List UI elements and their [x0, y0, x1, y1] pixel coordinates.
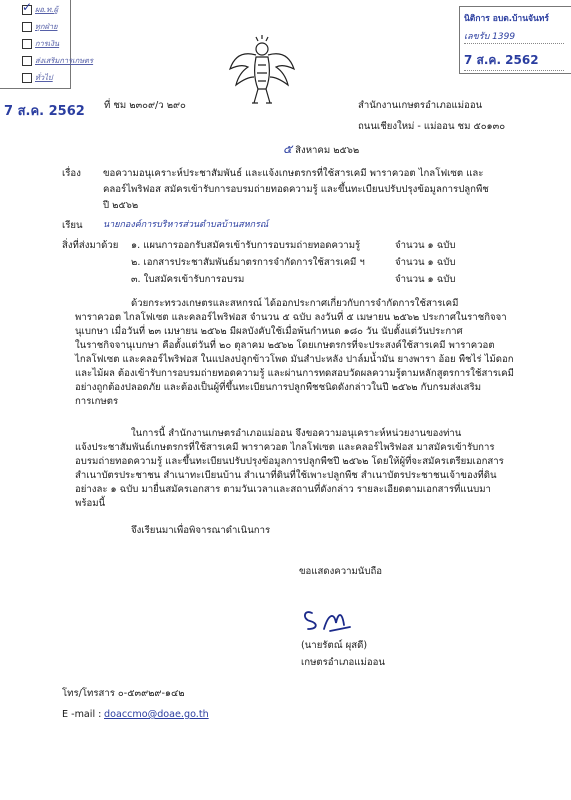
routing-option-label: ทั่วไป — [35, 73, 53, 82]
attachment-item-1: ๑. แผนการออกรับสมัครเข้ารับการอบรมถ่ายทอดความรู้ — [131, 240, 361, 251]
receive-date-stamp: 7 ส.ค. 2562 — [4, 104, 85, 119]
receipt-number: เลขรับ 1399 — [464, 29, 564, 44]
recipient-label: เรียน — [62, 220, 83, 231]
routing-option-4[interactable] — [22, 54, 93, 68]
routing-option-5[interactable] — [22, 71, 53, 85]
date-month-year: สิงหาคม ๒๕๖๒ — [295, 145, 360, 156]
routing-option-label: ทุกฝ่าย — [35, 22, 58, 31]
email-label: E -mail : — [62, 709, 102, 720]
routing-option-label: ส่งเสริมการเกษตร — [35, 56, 94, 65]
subject-line-2: คลอร์ไพริฟอส สมัครเข้ารับการอบรมถ่ายทอดความรู้ และขึ้นทะเบียนปรับปรุงข้อมูลการปลูกพืช — [103, 184, 489, 195]
attachment-qty-1: จำนวน ๑ ฉบับ — [395, 240, 456, 251]
subject-label: เรื่อง — [62, 168, 81, 179]
subject-line-1: ขอความอนุเคราะห์ประชาสัมพันธ์ และแจ้งเกษตรกรที่ใช้สารเคมี พาราควอต ไกลโฟเซต และ — [103, 168, 484, 179]
signatory-position: เกษตรอำเภอแม่ออน — [301, 657, 385, 668]
routing-option-3[interactable] — [22, 37, 59, 51]
signatory-name: (นายรัตณ์ ผุสดี) — [301, 640, 368, 651]
date-day: ๕ — [283, 142, 293, 156]
body-p2-line-2: แจ้งประชาสัมพันธ์เกษตรกรที่ใช้สารเคมี พาราควอต ไกลโฟเซต และคลอร์ไพริฟอส มาสมัครเข้ารับการ — [75, 442, 495, 453]
email-link[interactable]: doaccmo@doae.go.th — [104, 709, 209, 720]
body-p1-line-4: ในราชกิจจานุเบกษา คือตั้งแต่วันที่ ๒๐ ตุลาคม ๒๕๖๒ โดยเกษตรกรที่จะประสงค์ใช้สารเคมี พาราควอต — [75, 340, 495, 351]
attachment-qty-3: จำนวน ๑ ฉบับ — [395, 274, 456, 285]
body-p1-line-1: ด้วยกระทรวงเกษตรและสหกรณ์ ได้ออกประกาศเกี่ยวกับการจำกัดการใช้สารเคมี — [131, 298, 459, 309]
body-p1-line-6: และไม้ผล ต้องเข้ารับการอบรมถ่ายทอดความรู้ และผ่านการทดสอบวัดผลความรู้ตามหลักสูตรการใช้สารเคมี — [75, 368, 514, 379]
receipt-stamp-title: นิติการ อบต.บ้านจันทร์ — [464, 14, 549, 24]
signature-icon — [300, 605, 364, 635]
body-p2-line-4: สำเนาบัตรประชาชน สำเนาทะเบียนบ้าน สำเนาที่ดินที่ใช้เพาะปลูกพืช สำเนาบัตรประชาชนเจ้าของที่ดิน — [75, 470, 497, 481]
checkbox-icon[interactable] — [22, 39, 32, 49]
body-p1-line-8: การเกษตร — [75, 396, 119, 407]
routing-option-label: ผอ.ท.ผู้ — [35, 5, 59, 14]
body-p1-line-5: ไกลโฟเซต และคลอร์ไพริฟอส ในแปลงปลูกข้าวโพด มันสำปะหลัง ปาล์มน้ำมัน ยางพารา อ้อย พืชไร่ ไม้ดอก — [75, 354, 514, 365]
checkbox-icon[interactable] — [22, 56, 32, 66]
document-number: ที่ ชม ๒๓๐๙/ว ๒๙๐ — [104, 100, 186, 111]
office-name: สำนักงานเกษตรอำเภอแม่ออน — [358, 100, 483, 111]
body-p3: จึงเรียนมาเพื่อพิจารณาดำเนินการ — [131, 525, 271, 536]
body-p1-line-7: อย่างถูกต้องปลอดภัย และต้องเป็นผู้ที่ขึ้นทะเบียนการปลูกพืชชนิดดังกล่าวในปี ๒๕๖๒ กับกรมส่งเสริม — [75, 382, 482, 393]
office-address: ถนนเชียงใหม่ - แม่ออน ชม ๕๐๑๓๐ — [358, 121, 506, 132]
receipt-date: 7 ส.ค. 2562 — [464, 51, 564, 71]
receipt-stamp — [459, 6, 571, 74]
closing-regards: ขอแสดงความนับถือ — [299, 566, 383, 577]
body-p1-line-3: นุเบกษา เมื่อวันที่ ๒๓ เมษายน ๒๕๖๒ มีผลบังคับใช้เมื่อพ้นกำหนด ๑๘๐ วัน นับตั้งแต่วันประกาศ — [75, 326, 463, 337]
subject-line-3: ปี ๒๕๖๒ — [103, 200, 139, 211]
document-date — [283, 143, 359, 157]
routing-option-2[interactable] — [22, 20, 58, 34]
garuda-emblem-icon — [228, 35, 296, 107]
body-p1-line-2: พาราควอต ไกลโฟเซต และคลอร์ไพริฟอส จำนวน ๕ ฉบับ ลงวันที่ ๕ เมษายน ๒๕๖๒ ประกาศในราชกิจจา — [75, 312, 507, 323]
checkbox-icon[interactable] — [22, 22, 32, 32]
routing-option-1[interactable] — [22, 3, 58, 17]
recipient-value: นายกองค์การบริหารส่วนตำบลบ้านสหกรณ์ — [103, 220, 269, 230]
body-p2-line-3: อบรมถ่ายทอดความรู้ และขึ้นทะเบียนปรับปรุงข้อมูลการปลูกพืชปี ๒๕๖๒ โดยให้ผู้ที่จะสมัครเตรียมเอกสาร — [75, 456, 504, 467]
body-p2-line-6: พร้อมนี้ — [75, 498, 106, 509]
attachment-item-2: ๒. เอกสารประชาสัมพันธ์มาตรการจำกัดการใช้สารเคมี ฯ — [131, 257, 365, 268]
checkbox-icon[interactable] — [22, 5, 32, 15]
checkbox-icon[interactable] — [22, 73, 32, 83]
contact-phone: โทร/โทรสาร ๐-๕๓๙๒๙-๑๔๒ — [62, 688, 185, 699]
attachment-qty-2: จำนวน ๑ ฉบับ — [395, 257, 456, 268]
routing-stamp — [0, 0, 94, 89]
routing-option-label: การเงิน — [35, 39, 60, 48]
attachments-label: สิ่งที่ส่งมาด้วย — [62, 240, 119, 251]
body-p2-line-1: ในการนี้ สำนักงานเกษตรอำเภอแม่ออน จึงขอความอนุเคราะห์หน่วยงานของท่าน — [131, 428, 462, 439]
body-p2-line-5: อย่างละ ๑ ฉบับ มายื่นสมัครเอกสาร ตามวันเวลาและสถานที่ดังกล่าว รายละเอียดตามเอกสารที่แนบมา — [75, 484, 491, 495]
attachment-item-3: ๓. ใบสมัครเข้ารับการอบรม — [131, 274, 245, 285]
